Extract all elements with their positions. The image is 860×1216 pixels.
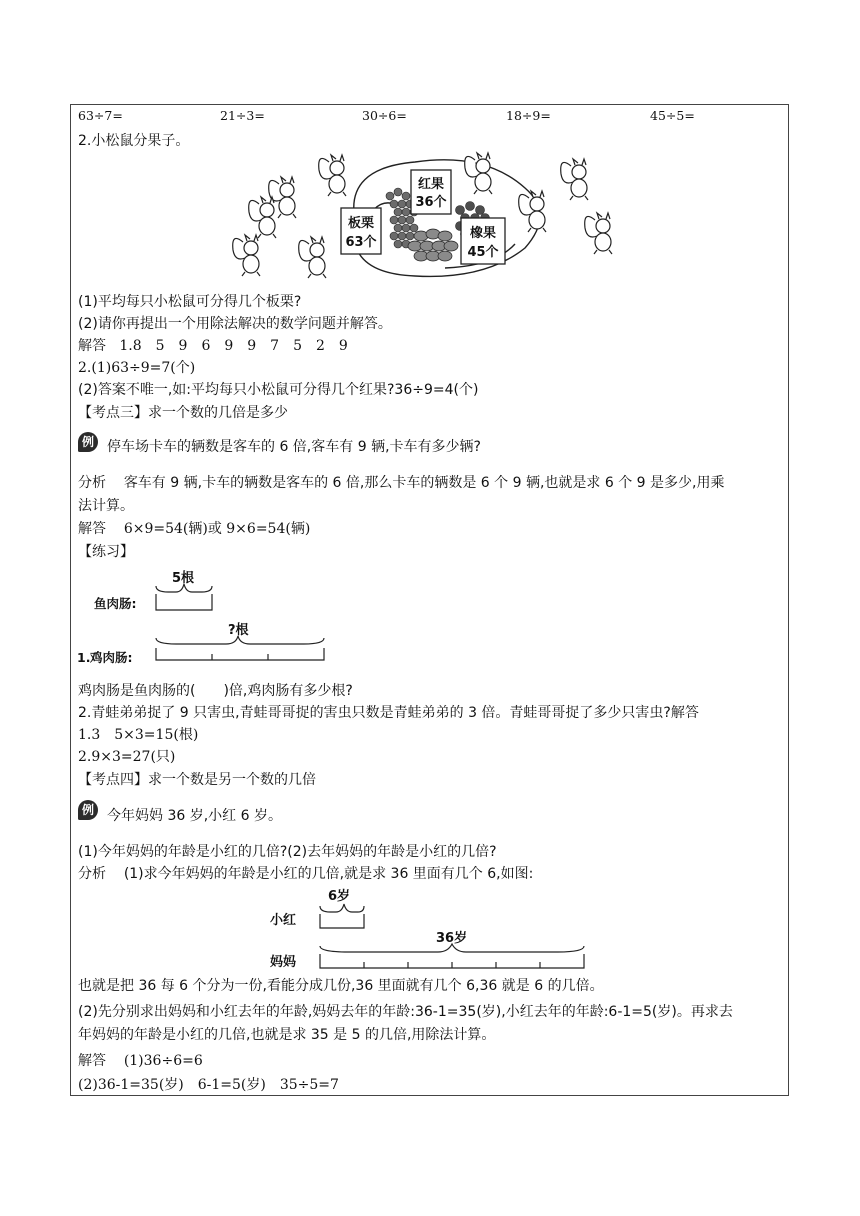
solution-4-line-1 [78, 1051, 203, 1071]
banli-count: 63个 [345, 235, 377, 250]
squirrel-icon [249, 197, 276, 238]
problem-2: 21÷3= [220, 108, 265, 123]
banli-label: 板栗 [347, 216, 375, 231]
example-4: 今年妈妈 36 岁,小红 6 岁。 [107, 808, 282, 824]
section-heading-4: 【考点四】求一个数是另一个数的几倍 [78, 772, 316, 788]
solution-label: 解答 [78, 1053, 106, 1069]
mama-age: 36岁 [436, 931, 468, 946]
example-badge-icon: 例 [78, 432, 98, 452]
chicken-value: ?根 [228, 623, 249, 638]
practice-number: 1. [77, 650, 91, 665]
analysis-4-line-4: 年妈妈的年龄是小红的几倍,也就是求 35 是 5 的几倍,用除法计算。 [78, 1027, 496, 1043]
practice-answer-2: 2.9×3=27(只) [78, 749, 176, 765]
sausage-diagram [76, 566, 336, 666]
analysis-4-line-1 [78, 864, 533, 884]
squirrel-fruit-illustration [225, 148, 625, 284]
hongguo-label: 红果 [417, 177, 445, 192]
analysis-4-text: (1)求今年妈妈的年龄是小红的几倍,就是求 36 里面有几个 6,如图: [123, 866, 534, 882]
division-row [78, 106, 778, 126]
xiaohong-label: 小红 [270, 913, 297, 928]
practice-heading: 【练习】 [78, 544, 134, 560]
question-4: (1)今年妈妈的年龄是小红的几倍?(2)去年妈妈的年龄是小红的几倍? [78, 844, 497, 860]
question-2-2: (2)请你再提出一个用除法解决的数学问题并解答。 [78, 316, 392, 332]
fish-value: 5根 [172, 571, 195, 586]
answer-1-line [78, 336, 348, 356]
solution-4-line-2: (2)36-1=35(岁) 6-1=5(岁) 35÷5=7 [78, 1077, 339, 1093]
squirrel-icon [299, 237, 326, 278]
analysis-3-text: 客车有 9 辆,卡车的辆数是客车的 6 倍,那么卡车的辆数是 6 个 9 辆,也就是求 6 个 9 是多少,用乘 [123, 475, 725, 491]
section-heading-3: 【考点三】求一个数的几倍是多少 [78, 405, 288, 421]
question-2-title: 2.小松鼠分果子。 [78, 133, 190, 149]
xiaohong-age: 6岁 [328, 889, 351, 904]
problem-3: 30÷6= [362, 108, 407, 123]
xiangguo-count: 45个 [467, 245, 499, 260]
squirrel-icon [585, 213, 612, 254]
age-diagram [268, 884, 598, 970]
solution-4-1: (1)36÷6=6 [123, 1053, 203, 1069]
fish-label: 鱼肉肠: [94, 596, 137, 611]
solution-3-line [78, 519, 310, 539]
mama-label: 妈妈 [270, 955, 297, 970]
example-badge-icon: 例 [78, 800, 98, 820]
practice-1-question: 鸡肉肠是鱼肉肠的( )倍,鸡肉肠有多少根? [78, 683, 353, 699]
solution-label: 解答 [78, 521, 106, 537]
squirrel-icon [561, 159, 588, 200]
analysis-3-line-1 [78, 473, 724, 493]
example-3: 停车场卡车的辆数是客车的 6 倍,客车有 9 辆,卡车有多少辆? [107, 439, 481, 455]
answer-2-1: 2.(1)63÷9=7(个) [78, 360, 196, 376]
chicken-label: 鸡肉肠: [90, 650, 133, 665]
question-2-1: (1)平均每只小松鼠可分得几个板栗? [78, 294, 302, 310]
analysis-label: 分析 [78, 475, 106, 491]
problem-4: 18÷9= [506, 108, 551, 123]
answer-1-values: 1.8 5 9 6 9 9 7 5 2 9 [119, 338, 348, 354]
practice-2-question: 2.青蛙弟弟捉了 9 只害虫,青蛙哥哥捉的害虫只数是青蛙弟弟的 3 倍。青蛙哥哥捉了多少只害虫?解答 [78, 705, 699, 721]
answer-2-2: (2)答案不唯一,如:平均每只小松鼠可分得几个红果?36÷9=4(个) [78, 382, 479, 398]
problem-1: 63÷7= [78, 108, 123, 123]
solution-3-text: 6×9=54(辆)或 9×6=54(辆) [123, 521, 311, 537]
analysis-3-line-2: 法计算。 [78, 498, 134, 514]
analysis-4-line-2: 也就是把 36 每 6 个分为一份,看能分成几份,36 里面就有几个 6,36 就是 6 的几倍。 [78, 978, 604, 994]
squirrel-icon [319, 155, 346, 196]
squirrel-icon [233, 235, 260, 276]
analysis-4-line-3: (2)先分别求出妈妈和小红去年的年龄,妈妈去年的年龄:36-1=35(岁),小红去年的年龄:6-1=5(岁)。再求去 [78, 1004, 733, 1020]
practice-answer-1: 1.3 5×3=15(根) [78, 727, 199, 743]
xiangguo-label: 橡果 [469, 226, 497, 241]
answer-label: 解答 [78, 338, 106, 354]
analysis-label: 分析 [78, 866, 106, 882]
hongguo-count: 36个 [415, 195, 447, 210]
problem-5: 45÷5= [650, 108, 695, 123]
